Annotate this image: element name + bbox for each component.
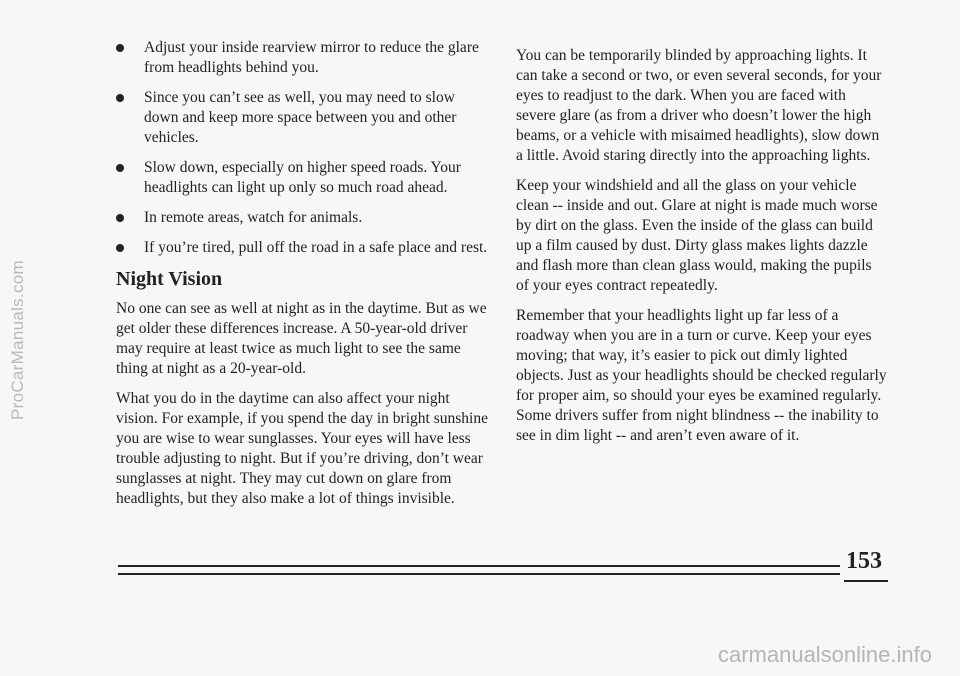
paragraph: Remember that your headlights light up far less of a roadway when you are in a turn or curve. Keep your eyes moving; that way, it’s easier to pick out dimly lighted objects. Just as your headlights should be checked regularly for proper aim, so should your eyes be examined regularly. Some drivers suffer from night blindness -- the inability to see in dim light -- and aren’t even aware of it. (516, 307, 887, 444)
bullet-icon (116, 44, 124, 52)
list-item-text: Slow down, especially on higher speed roads. Your headlights can light up only so much road ahead. (144, 159, 461, 196)
section-heading: Night Vision (116, 268, 223, 290)
side-watermark (6, 20, 30, 660)
bullet-icon (116, 94, 124, 102)
list-item (112, 238, 492, 258)
footer-rule-bottom (118, 573, 840, 575)
paragraph: No one can see as well at night as in the daytime. But as we get older these differences increase. A 50-year-old driver may require at least twice as much light to see the same thing at night as a 20-year-old. (116, 300, 487, 377)
footer-rule-top (118, 565, 840, 567)
list-item-text: In remote areas, watch for animals. (144, 209, 363, 226)
paragraph: Keep your windshield and all the glass on your vehicle clean -- inside and out. Glare at night is made much worse by dirt on the glass. Even the inside of the glass can build up a film caused by dust. Dirty glass makes lights dazzle and flash more than clean glass would, making the pupils of your eyes contract repeatedly. (516, 177, 878, 294)
list-item (112, 88, 492, 148)
paragraph: What you do in the daytime can also affect your night vision. For example, if you spend the day in bright sunshine you are wise to wear sunglasses. Your eyes will have less trouble adjusting to night. But if you’re driving, don’t wear sunglasses at night. They may cut down on glare from headlights, but they also make a lot of things invisible. (116, 390, 488, 507)
page-number: 153 (846, 548, 882, 574)
list-item-text: Adjust your inside rearview mirror to reduce the glare from headlights behind you. (144, 39, 479, 76)
paragraph: You can be temporarily blinded by approaching lights. It can take a second or two, or even several seconds, for your eyes to readjust to the dark. When you are faced with severe glare (as from a driver who doesn’t lower the high beams, or a vehicle with misaimed headlights), slow down a little. Avoid staring directly into the approaching lights. (516, 47, 882, 164)
list-item-text: If you’re tired, pull off the road in a safe place and rest. (144, 239, 488, 256)
list-item-text: Since you can’t see as well, you may need to slow down and keep more space between you and other vehicles. (144, 89, 457, 146)
list-item (112, 208, 492, 228)
side-watermark-text: ProCarManuals.com (8, 259, 28, 421)
bullet-icon (116, 244, 124, 252)
right-column (516, 46, 888, 456)
list-item (112, 158, 492, 198)
footer-rule-right (844, 580, 888, 582)
bullet-icon (116, 164, 124, 172)
list-item (112, 38, 492, 78)
tips-list (112, 38, 492, 258)
left-column (112, 38, 492, 519)
bottom-watermark: carmanualsonline.info (717, 642, 932, 667)
bullet-icon (116, 214, 124, 222)
